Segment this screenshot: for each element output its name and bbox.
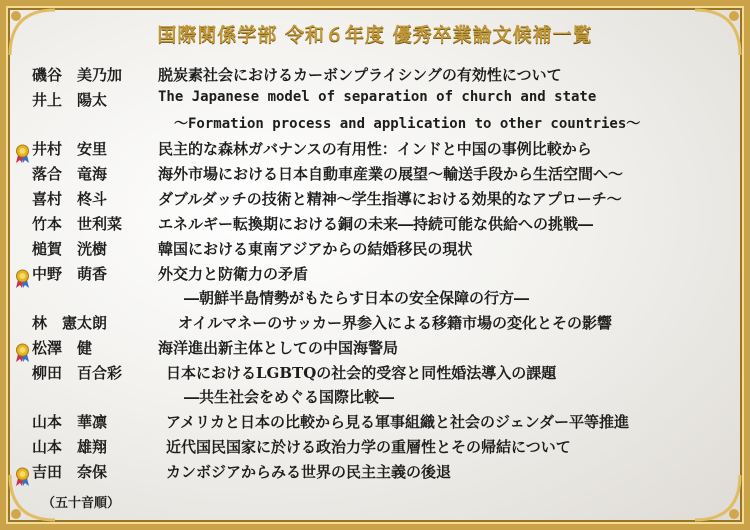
thesis-title: エネルギー転換期における銅の未来―持続可能な供給への挑戦― [158, 215, 594, 233]
award-medal-icon [14, 467, 31, 487]
list-item [6, 263, 750, 312]
thesis-title: 外交力と防衛力の矛盾 [158, 265, 309, 283]
student-name: 中野 萌香 [32, 265, 108, 283]
thesis-subtitle: ～Formation process and application to other countries～ [174, 116, 641, 132]
list-item [6, 188, 750, 213]
list-item [6, 213, 750, 238]
list-item [6, 411, 750, 436]
thesis-title: アメリカと日本の比較から見る軍事組織と社会のジェンダー平等推進 [166, 413, 630, 431]
list-item [6, 138, 750, 163]
student-name: 竹本 世利菜 [32, 215, 123, 233]
page-title: 国際関係学部 令和６年度 優秀卒業論文候補一覧 [157, 24, 593, 46]
list-item [6, 89, 750, 138]
thesis-list [6, 64, 750, 486]
list-item [6, 362, 750, 411]
student-name: 磯谷 美乃加 [32, 66, 123, 84]
list-item [6, 312, 750, 337]
award-medal-icon [14, 144, 31, 164]
thesis-subtitle: ―共生社会をめぐる国際比較― [184, 388, 395, 406]
list-item [6, 436, 750, 461]
thesis-title: ダブルダッチの技術と精神～学生指導における効果的なアプローチ～ [158, 190, 622, 208]
thesis-title: 脱炭素社会におけるカーボンプライシングの有効性について [158, 66, 562, 84]
thesis-title: オイルマネーのサッカー界参入による移籍市場の変化とその影響 [178, 314, 612, 332]
list-item [6, 64, 750, 89]
student-name: 井村 安里 [32, 140, 108, 158]
student-name: 柳田 百合彩 [32, 364, 123, 382]
list-item [6, 238, 750, 263]
student-name: 松澤 健 [32, 339, 93, 357]
thesis-title: 海洋進出新主体としての中国海警局 [158, 339, 399, 357]
sort-order-note: （五十音順） [42, 496, 121, 511]
thesis-title: 日本におけるLGBTQの社会的受容と同性婚法導入の課題 [166, 364, 557, 382]
thesis-title: 民主的な森林ガバナンスの有用性：インドと中国の事例比較から [158, 140, 592, 158]
student-name: 吉田 奈保 [32, 463, 108, 481]
student-name: 山本 華凛 [32, 413, 108, 431]
award-medal-icon [14, 269, 31, 289]
thesis-subtitle: ―朝鮮半島情勢がもたらす日本の安全保障の行方― [184, 289, 530, 307]
thesis-title: カンボジアからみる世界の民主主義の後退 [166, 463, 452, 481]
thesis-title: 海外市場における日本自動車産業の展望～輸送手段から生活空間へ～ [158, 165, 624, 183]
list-item [6, 163, 750, 188]
student-name: 落合 竜海 [32, 165, 108, 183]
thesis-title: The Japanese model of separation of church and state [158, 89, 597, 105]
thesis-title: 韓国における東南アジアからの結婚移民の現状 [158, 240, 473, 258]
thesis-title: 近代国民国家に於ける政治力学の重層性とその帰結について [166, 438, 571, 456]
student-name: 林 憲太朗 [32, 314, 108, 332]
list-item [6, 337, 750, 362]
student-name: 井上 陽太 [32, 91, 108, 109]
list-item [6, 461, 750, 486]
student-name: 槌賀 洸樹 [32, 240, 108, 258]
student-name: 山本 雄翔 [32, 438, 108, 456]
student-name: 喜村 柊斗 [32, 190, 108, 208]
award-medal-icon [14, 343, 31, 363]
